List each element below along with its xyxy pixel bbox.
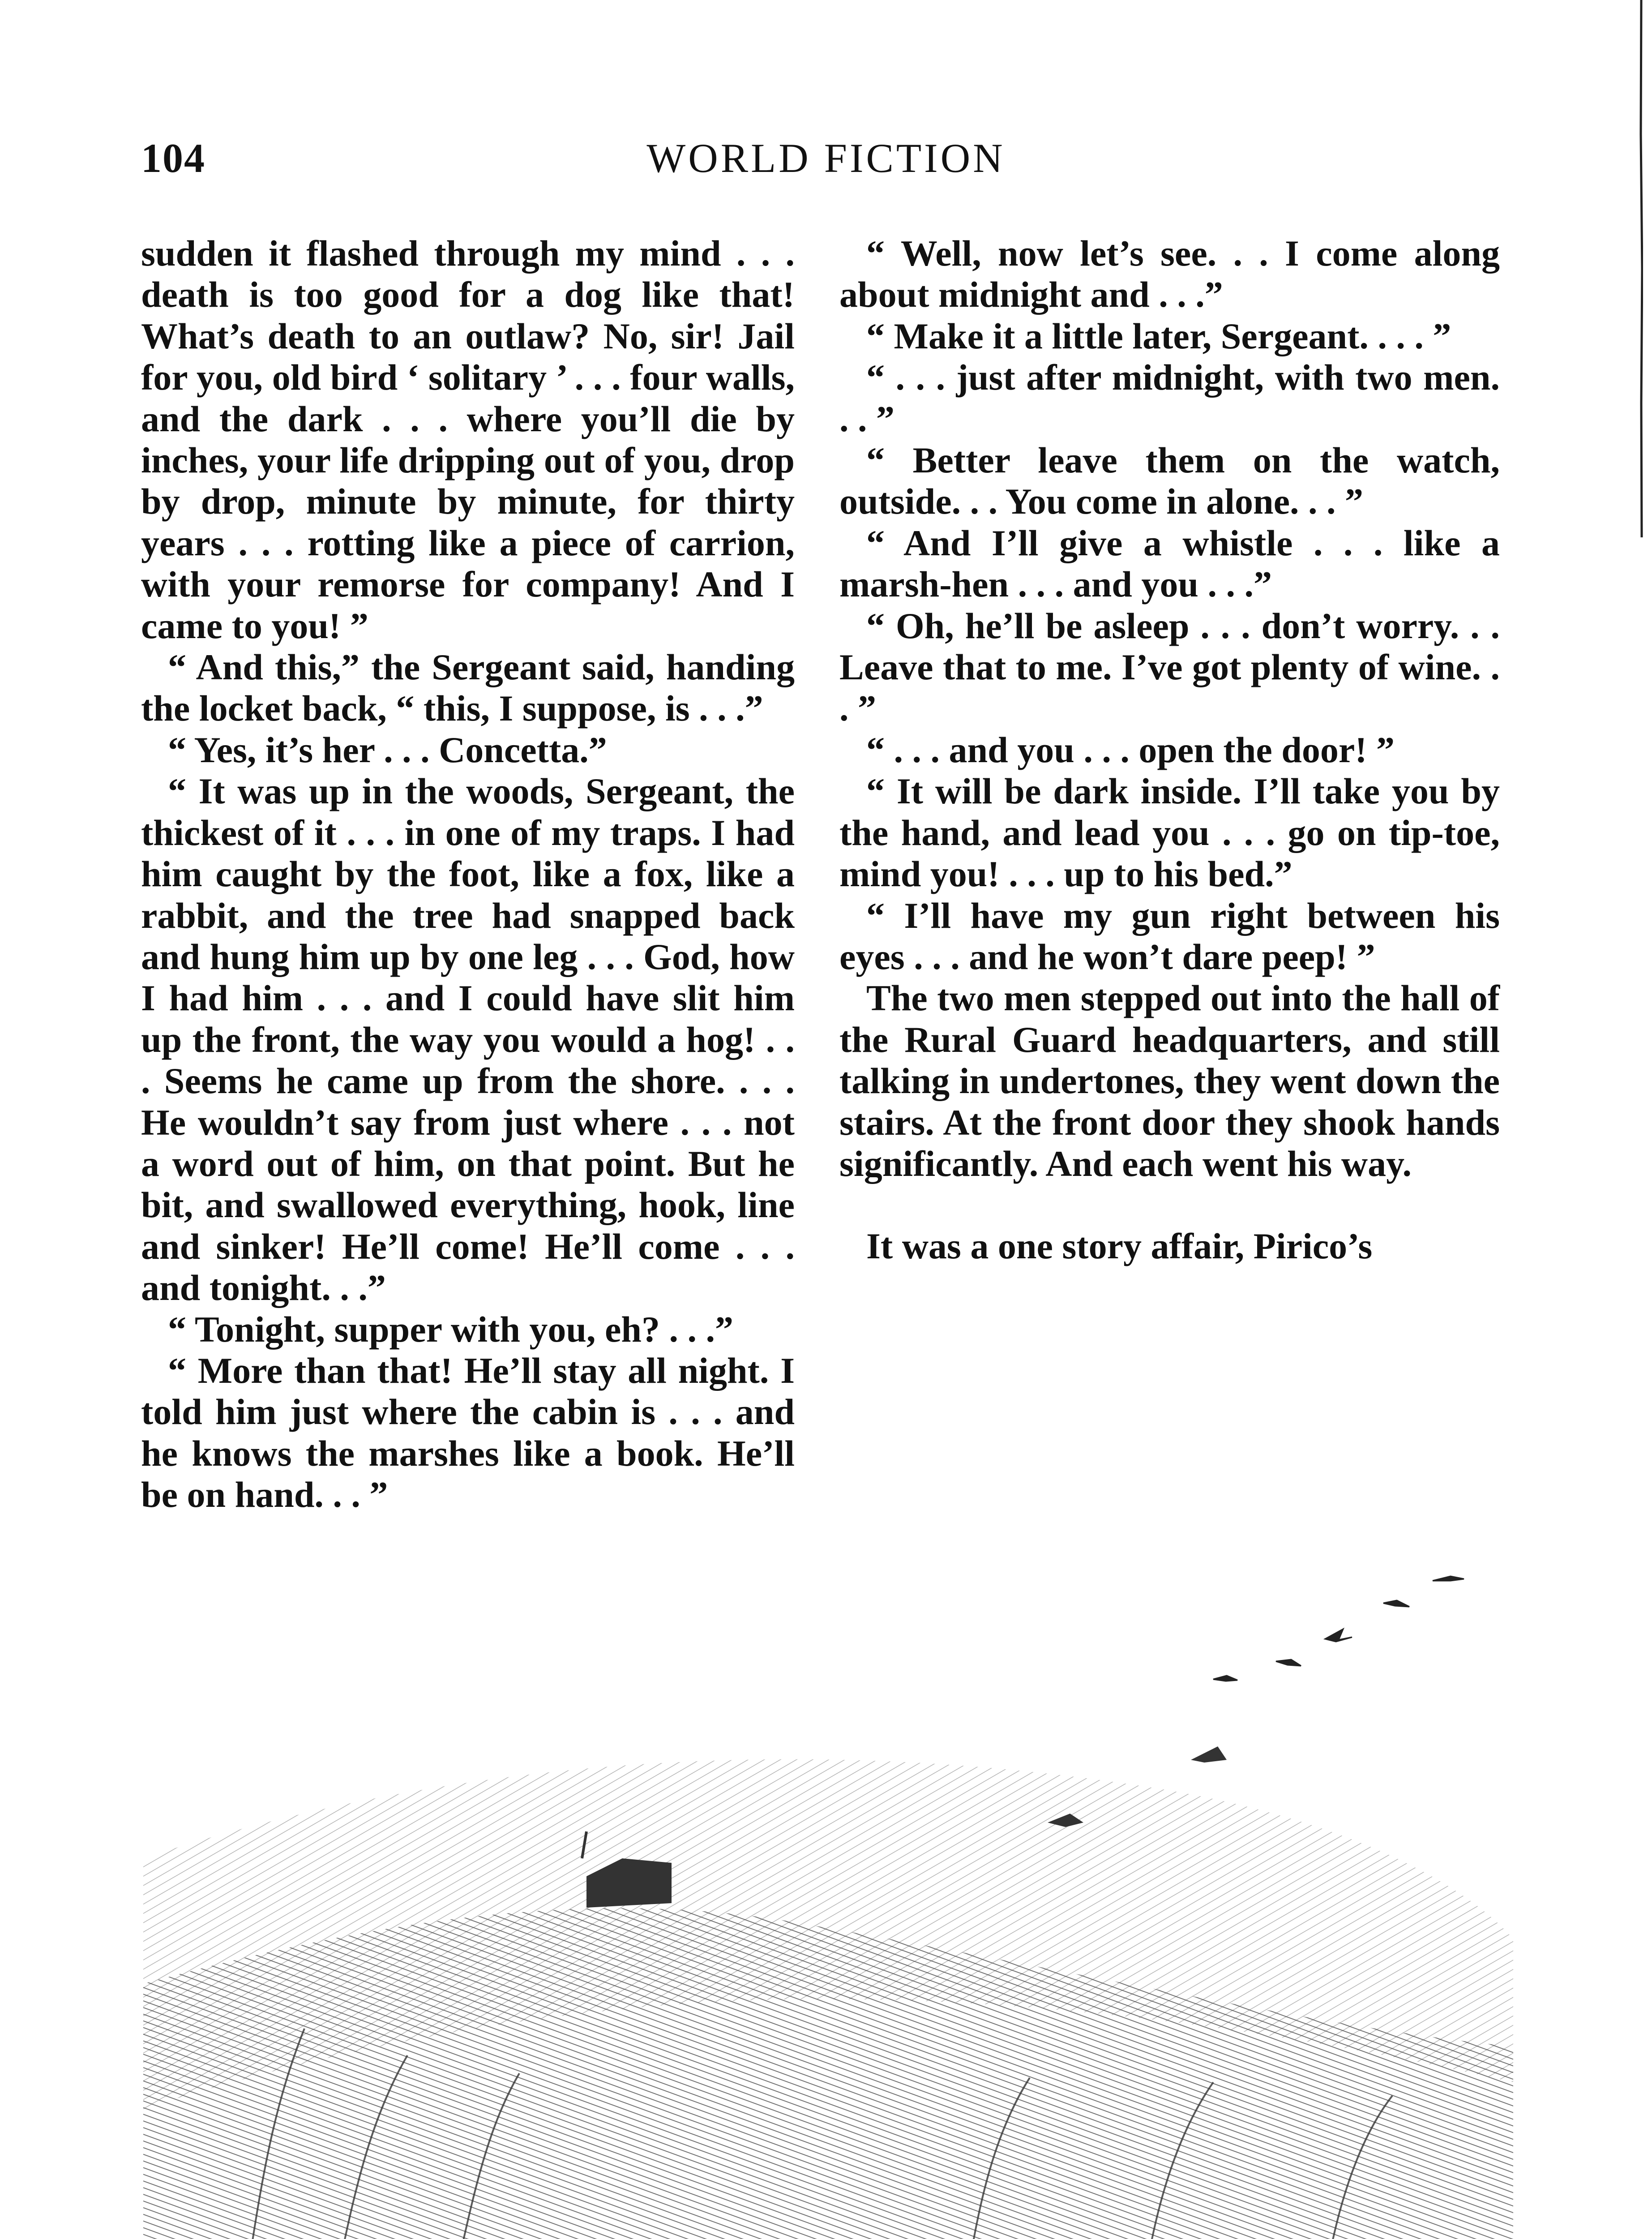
- paragraph: It was a one story affair, Pirico’s: [866, 1226, 1373, 1267]
- paragraph: “ Oh, he’ll be asleep . . . don’t worry. . . Leave that to me. I’ve got plenty of wine. . . ”: [839, 605, 1500, 729]
- paragraph: “ Tonight, supper with you, eh? . . .”: [168, 1308, 734, 1350]
- running-head: WORLD FICTION: [646, 135, 1006, 181]
- paragraph: “ Better leave them on the watch, outside. . . You come in alone. . . ”: [839, 440, 1500, 522]
- paragraph: “ I’ll have my gun right between his eyes . . . and he won’t dare peep! ”: [839, 895, 1500, 977]
- right-text-column: [839, 233, 1500, 1267]
- paragraph: “ And this,” the Sergeant said, handing the locket back, “ this, I suppose, is . . .”: [141, 647, 795, 729]
- paragraph: “ It will be dark inside. I’ll take you by the hand, and lead you . . . go on tip-toe, mind you! . . . up to his bed.”: [839, 771, 1500, 895]
- paragraph: “ . . . just after midnight, with two men. . . ”: [839, 357, 1500, 439]
- paragraph: sudden it flashed through my mind . . . death is too good for a dog like that! What’s death to an outlaw? No, sir! Jail for you, old bird ‘ solitary ’ . . . four walls, and the dark . . . where you’ll die by inches, your life dripping out of you, drop by drop, minute by minute, for thirty years . . . rotting like a piece of carrion, with your remorse for company! And I came to you! ”: [141, 233, 795, 646]
- paragraph: “ It was up in the woods, Sergeant, the thickest of it . . . in one of my traps. I had him caught by the foot, like a fox, like a rabbit, and the tree had snapped back and hung him up by one leg . . . God, how I had him . . . and I could have slit him up the front, the way you would a hog! . . . Seems he came up from the shore. . . . He wouldn’t say from just where . . . not a word out of him, on that point. But he bit, and swallowed everything, hook, line and sinker! He’ll come! He’ll come . . . and tonight. . .”: [141, 771, 795, 1308]
- left-text-column: [141, 233, 795, 1516]
- paragraph: “ . . . and you . . . open the door! ”: [866, 729, 1395, 770]
- marsh-landscape-illustration: [116, 1491, 1536, 2239]
- paragraph: The two men stepped out into the hall of the Rural Guard headquarters, and still talking in undertones, they went down the stairs. At the front door they shook hands significantly. And each went his way.: [839, 978, 1500, 1184]
- section-gap: [839, 1184, 1500, 1226]
- paragraph: “ And I’ll give a whistle . . . like a marsh-hen . . . and you . . .”: [839, 522, 1500, 605]
- paragraph: “ Make it a little later, Sergeant. . . . ”: [866, 315, 1451, 356]
- paragraph: “ More than that! He’ll stay all night. I told him just where the cabin is . . . and he knows the marshes like a book. He’ll be on hand. . . ”: [141, 1350, 795, 1515]
- paragraph: “ Yes, it’s her . . . Concetta.”: [168, 729, 607, 770]
- page-number: 104: [141, 135, 205, 181]
- binding-edge-line: [1639, 0, 1643, 537]
- paragraph: “ Well, now let’s see. . . I come along about midnight and . . .”: [839, 233, 1500, 315]
